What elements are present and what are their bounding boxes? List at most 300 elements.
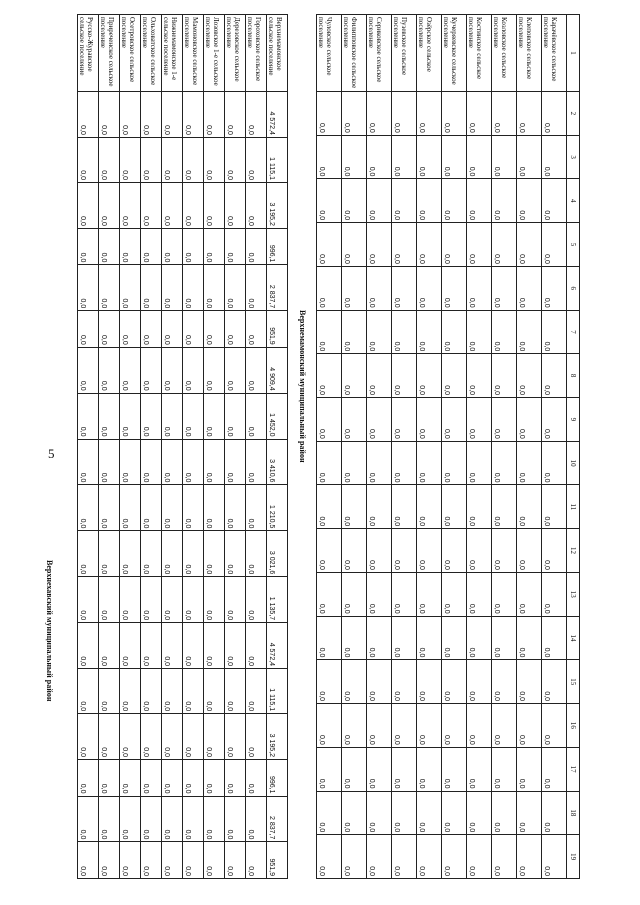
value-cell: 0,0: [78, 796, 99, 842]
value-cell: 0,0: [99, 842, 120, 879]
value-cell: 0,0: [204, 311, 225, 347]
value-cell: 0,0: [392, 92, 417, 136]
value-cell: 0,0: [183, 842, 204, 879]
value-cell: 0,0: [162, 137, 183, 182]
value-cell: 0,0: [99, 182, 120, 228]
value-cell: 0,0: [542, 835, 567, 879]
value-cell: 0,0: [120, 347, 141, 393]
value-cell: 0,0: [204, 137, 225, 182]
value-cell: 0,0: [162, 92, 183, 138]
value-cell: 0,0: [492, 398, 517, 442]
value-cell: 0,0: [467, 179, 492, 223]
value-cell: 0,0: [162, 265, 183, 311]
value-cell: 0,0: [417, 135, 442, 179]
value-cell: 0,0: [246, 485, 267, 531]
value-cell: 0,0: [417, 179, 442, 223]
value-cell: 0,0: [183, 265, 204, 311]
value-cell: 0,0: [162, 714, 183, 760]
value-cell: 0,0: [183, 311, 204, 347]
value-cell: 0,0: [246, 439, 267, 485]
value-cell: 0,0: [204, 92, 225, 138]
value-cell: 0,0: [225, 311, 246, 347]
header-cell: 10: [567, 441, 580, 485]
value-cell: 0,0: [492, 354, 517, 398]
value-cell: 0,0: [246, 760, 267, 796]
value-cell: 0,0: [204, 393, 225, 439]
value-cell: 0,0: [542, 572, 567, 616]
value-cell: 0,0: [317, 135, 342, 179]
value-cell: 0,0: [517, 441, 542, 485]
header-cell: 2: [567, 92, 580, 136]
value-cell: 0,0: [542, 310, 567, 354]
value-cell: 0,0: [542, 354, 567, 398]
value-cell: 0,0: [342, 529, 367, 573]
value-cell: 0,0: [317, 660, 342, 704]
value-cell: 0,0: [162, 347, 183, 393]
value-cell: 0,0: [492, 223, 517, 267]
value-cell: 0,0: [542, 266, 567, 310]
value-cell: 0,0: [120, 311, 141, 347]
value-cell: 0,0: [367, 354, 392, 398]
header-cell: 9: [567, 398, 580, 442]
value-cell: 0,0: [367, 485, 392, 529]
value-cell: 0,0: [367, 529, 392, 573]
value-cell: 2 837,7: [267, 265, 288, 311]
value-cell: 0,0: [141, 842, 162, 879]
row-name: Верхнемамонское сельское поселение: [267, 15, 288, 92]
value-cell: 0,0: [162, 393, 183, 439]
header-cell: 19: [567, 835, 580, 879]
value-cell: 0,0: [442, 398, 467, 442]
value-cell: 0,0: [367, 791, 392, 835]
value-cell: 0,0: [417, 616, 442, 660]
value-cell: 0,0: [225, 393, 246, 439]
value-cell: 0,0: [141, 347, 162, 393]
row-name: Русско-Журавское сельское поселение: [78, 15, 99, 92]
header-cell: 8: [567, 354, 580, 398]
value-cell: 0,0: [467, 398, 492, 442]
row-name: Карачёвское сельское поселение: [542, 15, 567, 92]
value-cell: 0,0: [317, 791, 342, 835]
value-cell: 0,0: [162, 669, 183, 714]
value-cell: 0,0: [342, 616, 367, 660]
value-cell: 0,0: [317, 616, 342, 660]
value-cell: 0,0: [317, 354, 342, 398]
value-cell: 0,0: [141, 228, 162, 264]
table-row: [492, 15, 517, 879]
value-cell: 0,0: [141, 439, 162, 485]
value-cell: 0,0: [204, 714, 225, 760]
value-cell: 0,0: [99, 311, 120, 347]
page-number: 5: [48, 446, 55, 461]
value-cell: 0,0: [317, 310, 342, 354]
value-cell: 0,0: [392, 135, 417, 179]
value-cell: 0,0: [442, 704, 467, 748]
value-cell: 0,0: [342, 835, 367, 879]
value-cell: 0,0: [492, 310, 517, 354]
value-cell: 0,0: [317, 179, 342, 223]
header-cell: 12: [567, 529, 580, 573]
value-cell: 0,0: [120, 714, 141, 760]
value-cell: 0,0: [246, 714, 267, 760]
value-cell: 0,0: [492, 92, 517, 136]
value-cell: 0,0: [204, 182, 225, 228]
value-cell: 0,0: [517, 398, 542, 442]
value-cell: 0,0: [467, 92, 492, 136]
value-cell: 1 452,0: [267, 393, 288, 439]
value-cell: 0,0: [317, 747, 342, 791]
value-cell: 0,0: [225, 714, 246, 760]
value-cell: 0,0: [120, 531, 141, 577]
value-cell: 0,0: [78, 485, 99, 531]
value-cell: 0,0: [342, 791, 367, 835]
value-cell: 0,0: [78, 714, 99, 760]
value-cell: 0,0: [120, 182, 141, 228]
value-cell: 0,0: [417, 485, 442, 529]
value-cell: 0,0: [467, 441, 492, 485]
header-cell: 4: [567, 179, 580, 223]
value-cell: 0,0: [162, 311, 183, 347]
value-cell: 0,0: [342, 485, 367, 529]
value-cell: 0,0: [99, 760, 120, 796]
value-cell: 0,0: [542, 223, 567, 267]
value-cell: 0,0: [442, 529, 467, 573]
value-cell: 0,0: [225, 796, 246, 842]
value-cell: 0,0: [442, 179, 467, 223]
value-cell: 0,0: [183, 393, 204, 439]
value-cell: 0,0: [442, 835, 467, 879]
value-cell: 951,9: [267, 842, 288, 879]
value-cell: 3 021,6: [267, 531, 288, 577]
value-cell: 0,0: [517, 572, 542, 616]
table-row: [183, 15, 204, 879]
value-cell: 0,0: [367, 135, 392, 179]
value-cell: 0,0: [417, 310, 442, 354]
value-cell: 1 210,5: [267, 485, 288, 531]
value-cell: 0,0: [392, 791, 417, 835]
value-cell: 0,0: [141, 265, 162, 311]
value-cell: 0,0: [204, 623, 225, 669]
value-cell: 0,0: [417, 92, 442, 136]
value-cell: 0,0: [442, 485, 467, 529]
value-cell: 0,0: [78, 393, 99, 439]
value-cell: 0,0: [120, 485, 141, 531]
value-cell: 0,0: [367, 310, 392, 354]
value-cell: 0,0: [392, 441, 417, 485]
value-cell: 0,0: [342, 223, 367, 267]
value-cell: 0,0: [417, 791, 442, 835]
value-cell: 0,0: [99, 531, 120, 577]
value-cell: 0,0: [392, 747, 417, 791]
value-cell: 0,0: [317, 572, 342, 616]
value-cell: 0,0: [99, 439, 120, 485]
value-cell: 0,0: [183, 760, 204, 796]
value-cell: 0,0: [392, 223, 417, 267]
value-cell: 0,0: [467, 135, 492, 179]
value-cell: 0,0: [392, 660, 417, 704]
table-upper: [316, 14, 580, 879]
value-cell: 0,0: [183, 531, 204, 577]
value-cell: 0,0: [225, 623, 246, 669]
table-row: [317, 15, 342, 879]
value-cell: 0,0: [225, 577, 246, 623]
value-cell: 0,0: [99, 347, 120, 393]
value-cell: 0,0: [367, 266, 392, 310]
value-cell: 0,0: [392, 704, 417, 748]
table-row: [467, 15, 492, 879]
value-cell: 0,0: [517, 92, 542, 136]
value-cell: 0,0: [517, 223, 542, 267]
row-name: Сериковское сельское поселение: [367, 15, 392, 92]
value-cell: 0,0: [141, 311, 162, 347]
value-cell: 0,0: [467, 747, 492, 791]
row-name: Нижнемамонское 1-е сельское поселение: [162, 15, 183, 92]
value-cell: 0,0: [141, 623, 162, 669]
table-row: [162, 15, 183, 879]
value-cell: 0,0: [442, 223, 467, 267]
value-cell: 0,0: [467, 791, 492, 835]
value-cell: 0,0: [141, 393, 162, 439]
value-cell: 0,0: [417, 529, 442, 573]
section-title-verkhnemamonsky: Верхнемамонский муниципальный район: [298, 310, 307, 463]
header-cell: 5: [567, 223, 580, 267]
value-cell: 0,0: [183, 669, 204, 714]
value-cell: 0,0: [392, 266, 417, 310]
table-row: [99, 15, 120, 879]
row-name: Дерезовское сельское поселение: [225, 15, 246, 92]
value-cell: 0,0: [342, 354, 367, 398]
value-cell: 0,0: [99, 92, 120, 138]
value-cell: 0,0: [317, 704, 342, 748]
value-cell: 0,0: [141, 182, 162, 228]
value-cell: 0,0: [442, 616, 467, 660]
value-cell: 0,0: [120, 577, 141, 623]
value-cell: 4 909,4: [267, 347, 288, 393]
value-cell: 0,0: [442, 354, 467, 398]
value-cell: 0,0: [204, 842, 225, 879]
value-cell: 0,0: [162, 439, 183, 485]
header-cell: 17: [567, 747, 580, 791]
value-cell: 0,0: [317, 485, 342, 529]
header-cell: 1: [567, 15, 580, 92]
value-cell: 0,0: [392, 529, 417, 573]
row-name: Гороховское сельское поселение: [246, 15, 267, 92]
table-row: [517, 15, 542, 879]
value-cell: 0,0: [204, 228, 225, 264]
value-cell: 0,0: [246, 393, 267, 439]
table-row: [78, 15, 99, 879]
value-cell: 0,0: [342, 747, 367, 791]
value-cell: 0,0: [342, 135, 367, 179]
value-cell: 0,0: [204, 760, 225, 796]
value-cell: 0,0: [183, 796, 204, 842]
value-cell: 0,0: [517, 179, 542, 223]
value-cell: 0,0: [225, 265, 246, 311]
value-cell: 0,0: [99, 265, 120, 311]
value-cell: 0,0: [120, 92, 141, 138]
value-cell: 0,0: [542, 441, 567, 485]
value-cell: 0,0: [99, 796, 120, 842]
value-cell: 0,0: [99, 623, 120, 669]
value-cell: 0,0: [246, 842, 267, 879]
value-cell: 0,0: [517, 616, 542, 660]
value-cell: 0,0: [392, 398, 417, 442]
value-cell: 0,0: [542, 747, 567, 791]
value-cell: 0,0: [342, 660, 367, 704]
value-cell: 0,0: [517, 704, 542, 748]
value-cell: 0,0: [442, 747, 467, 791]
value-cell: 0,0: [120, 623, 141, 669]
value-cell: 0,0: [183, 92, 204, 138]
value-cell: 0,0: [99, 228, 120, 264]
value-cell: 0,0: [392, 485, 417, 529]
header-cell: 13: [567, 572, 580, 616]
value-cell: 0,0: [542, 179, 567, 223]
table-row: [141, 15, 162, 879]
value-cell: 0,0: [367, 223, 392, 267]
value-cell: 0,0: [78, 669, 99, 714]
value-cell: 0,0: [120, 265, 141, 311]
value-cell: 0,0: [467, 223, 492, 267]
row-name: Филипповское сельское поселение: [342, 15, 367, 92]
value-cell: 0,0: [417, 835, 442, 879]
value-cell: 0,0: [442, 92, 467, 136]
value-cell: 0,0: [78, 265, 99, 311]
value-cell: 0,0: [542, 529, 567, 573]
value-cell: 996,1: [267, 228, 288, 264]
row-name: Озёрское сельское поселение: [417, 15, 442, 92]
value-cell: 0,0: [78, 137, 99, 182]
value-cell: 0,0: [99, 669, 120, 714]
value-cell: 0,0: [492, 704, 517, 748]
value-cell: 0,0: [317, 223, 342, 267]
value-cell: 3 195,2: [267, 714, 288, 760]
value-cell: 0,0: [367, 572, 392, 616]
value-cell: 0,0: [225, 760, 246, 796]
header-cell: 16: [567, 704, 580, 748]
value-cell: 0,0: [367, 179, 392, 223]
value-cell: 0,0: [78, 311, 99, 347]
value-cell: 0,0: [492, 485, 517, 529]
row-name: Кучеряевское сельское поселение: [442, 15, 467, 92]
value-cell: 0,0: [417, 660, 442, 704]
value-cell: 0,0: [246, 92, 267, 138]
value-cell: 0,0: [417, 441, 442, 485]
value-cell: 0,0: [78, 760, 99, 796]
row-name: Клеповское сельское поселение: [517, 15, 542, 92]
value-cell: 0,0: [246, 577, 267, 623]
value-cell: 0,0: [99, 137, 120, 182]
value-cell: 0,0: [342, 266, 367, 310]
value-cell: 0,0: [417, 572, 442, 616]
value-cell: 0,0: [517, 310, 542, 354]
value-cell: 0,0: [246, 347, 267, 393]
value-cell: 0,0: [246, 265, 267, 311]
value-cell: 0,0: [120, 439, 141, 485]
value-cell: 0,0: [78, 531, 99, 577]
value-cell: 0,0: [442, 791, 467, 835]
value-cell: 0,0: [78, 439, 99, 485]
header-cell: 18: [567, 791, 580, 835]
value-cell: 0,0: [367, 660, 392, 704]
value-cell: 0,0: [392, 572, 417, 616]
value-cell: 0,0: [492, 135, 517, 179]
value-cell: 0,0: [392, 310, 417, 354]
value-cell: 0,0: [120, 760, 141, 796]
value-cell: 0,0: [120, 228, 141, 264]
value-cell: 3 410,6: [267, 439, 288, 485]
value-cell: 0,0: [99, 485, 120, 531]
value-cell: 0,0: [246, 311, 267, 347]
value-cell: 0,0: [342, 398, 367, 442]
value-cell: 0,0: [492, 835, 517, 879]
value-cell: 0,0: [492, 747, 517, 791]
value-cell: 0,0: [246, 228, 267, 264]
value-cell: 0,0: [120, 669, 141, 714]
value-cell: 0,0: [492, 266, 517, 310]
row-name: Костинское сельское поселение: [467, 15, 492, 92]
table-lower: [77, 14, 288, 879]
table-row: [267, 15, 288, 879]
value-cell: 2 837,7: [267, 796, 288, 842]
value-cell: 0,0: [225, 228, 246, 264]
value-cell: 0,0: [517, 660, 542, 704]
value-cell: 996,1: [267, 760, 288, 796]
value-cell: 3 195,2: [267, 182, 288, 228]
value-cell: 0,0: [542, 135, 567, 179]
table-row: [204, 15, 225, 879]
row-name: Козловское сельское поселение: [492, 15, 517, 92]
header-row: [567, 15, 580, 879]
value-cell: 0,0: [367, 398, 392, 442]
value-cell: 0,0: [467, 660, 492, 704]
value-cell: 0,0: [78, 842, 99, 879]
header-cell: 7: [567, 310, 580, 354]
value-cell: 0,0: [120, 393, 141, 439]
value-cell: 0,0: [246, 137, 267, 182]
value-cell: 0,0: [467, 616, 492, 660]
value-cell: 0,0: [367, 704, 392, 748]
value-cell: 0,0: [417, 354, 442, 398]
value-cell: 0,0: [317, 398, 342, 442]
value-cell: 0,0: [141, 137, 162, 182]
value-cell: 0,0: [162, 796, 183, 842]
value-cell: 0,0: [183, 714, 204, 760]
table-row: [225, 15, 246, 879]
value-cell: 0,0: [317, 529, 342, 573]
value-cell: 0,0: [204, 347, 225, 393]
value-cell: 0,0: [78, 577, 99, 623]
table-row: [367, 15, 392, 879]
header-cell: 11: [567, 485, 580, 529]
value-cell: 0,0: [162, 842, 183, 879]
value-cell: 0,0: [225, 842, 246, 879]
value-cell: 0,0: [317, 835, 342, 879]
value-cell: 0,0: [225, 669, 246, 714]
value-cell: 0,0: [467, 354, 492, 398]
value-cell: 1 115,1: [267, 137, 288, 182]
value-cell: 0,0: [492, 791, 517, 835]
value-cell: 0,0: [367, 92, 392, 136]
value-cell: 0,0: [120, 842, 141, 879]
value-cell: 0,0: [467, 572, 492, 616]
value-cell: 0,0: [183, 439, 204, 485]
value-cell: 0,0: [246, 182, 267, 228]
value-cell: 0,0: [317, 441, 342, 485]
value-cell: 0,0: [517, 266, 542, 310]
value-cell: 0,0: [417, 223, 442, 267]
value-cell: 0,0: [162, 485, 183, 531]
